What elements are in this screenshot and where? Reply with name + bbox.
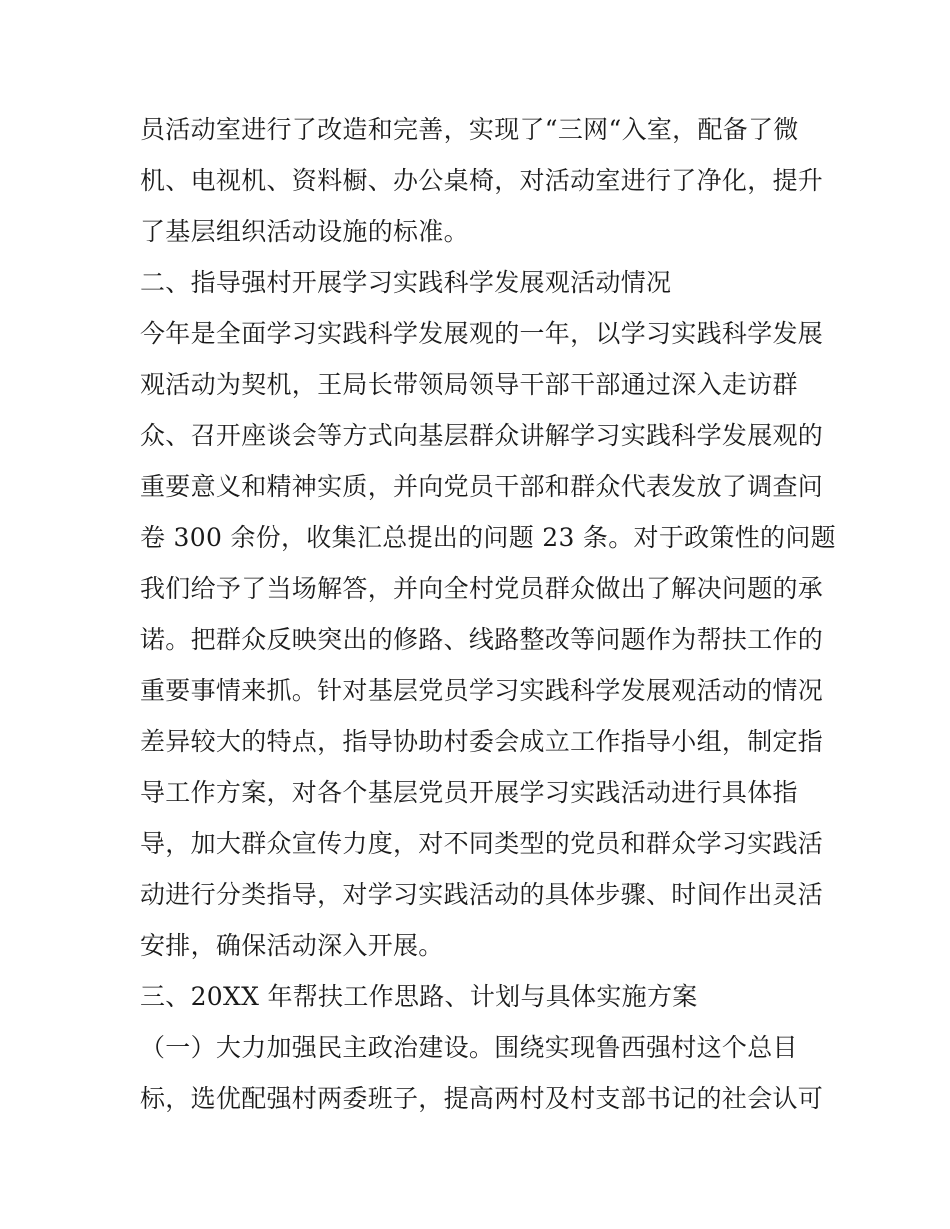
section-heading: 二、指导强村开展学习实践科学发展观活动情况 (140, 268, 672, 297)
paragraph-line: 我们给予了当场解答，并向全村党员群众做出了解决问题的承 (140, 574, 824, 603)
paragraph-line: 重要意义和精神实质，并向党员干部和群众代表发放了调查问 (140, 472, 824, 501)
section-heading: 三、20XX 年帮扶工作思路、计划与具体实施方案 (140, 982, 698, 1011)
paragraph-line: 众、召开座谈会等方式向基层群众讲解学习实践科学发展观的 (140, 421, 824, 450)
paragraph-line: 导工作方案，对各个基层党员开展学习实践活动进行具体指 (140, 778, 798, 807)
paragraph-line: 诺。把群众反映突出的修路、线路整改等问题作为帮扶工作的 (140, 625, 824, 654)
paragraph-line: 了基层组织活动设施的标准。 (140, 217, 469, 246)
paragraph-line: 观活动为契机，王局长带领局领导干部干部通过深入走访群 (140, 370, 798, 399)
paragraph-line: 差异较大的特点，指导协助村委会成立工作指导小组，制定指 (140, 727, 824, 756)
paragraph-line: 机、电视机、资料橱、办公桌椅，对活动室进行了净化，提升 (140, 166, 824, 195)
paragraph-line: 标，选优配强村两委班子，提高两村及村支部书记的社会认可 (140, 1084, 824, 1113)
paragraph-line: 导，加大群众宣传力度，对不同类型的党员和群众学习实践活 (140, 829, 824, 858)
paragraph-line: 动进行分类指导，对学习实践活动的具体步骤、时间作出灵活 (140, 880, 824, 909)
paragraph-line: 今年是全面学习实践科学发展观的一年，以学习实践科学发展 (140, 319, 824, 348)
paragraph-line: 安排，确保活动深入开展。 (140, 931, 444, 960)
paragraph-line: （一）大力加强民主政治建设。围绕实现鲁西强村这个总目 (140, 1033, 798, 1062)
paragraph-line: 员活动室进行了改造和完善，实现了“三网“入室，配备了微 (140, 115, 799, 144)
paragraph-line: 重要事情来抓。针对基层党员学习实践科学发展观活动的情况 (140, 676, 824, 705)
paragraph-line: 卷 300 余份，收集汇总提出的问题 23 条。对于政策性的问题 (140, 523, 836, 552)
